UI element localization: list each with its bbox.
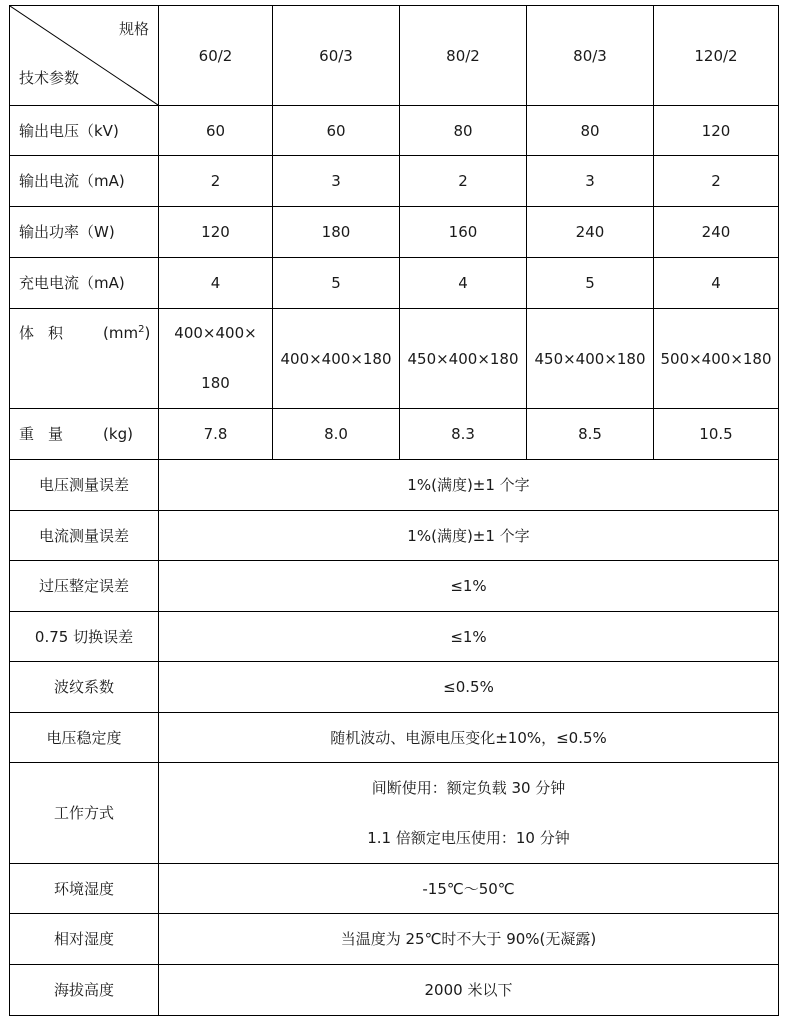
table-row-output-voltage: [10, 106, 779, 156]
corner-label-spec: 规格: [118, 20, 149, 38]
spec-value: ≤1%: [159, 612, 779, 662]
row-label: 相对湿度: [10, 914, 159, 965]
table-cell: 8.3: [400, 409, 527, 460]
table-cell: 8.0: [273, 409, 400, 460]
table-row-work-mode: [10, 763, 779, 864]
table-cell: 240: [654, 207, 779, 258]
table-cell: 4: [654, 258, 779, 309]
table-row-env: [10, 914, 779, 965]
table-row-weight: [10, 409, 779, 460]
spec-value: ≤0.5%: [159, 662, 779, 713]
row-label-volume: 体 积 $(mm^2)$: [10, 309, 159, 409]
table-cell: 180: [273, 207, 400, 258]
spec-value: 当温度为 25℃时不大于 90%(无凝露): [159, 914, 779, 965]
row-label: 工作方式: [10, 763, 159, 864]
table-cell: 10.5: [654, 409, 779, 460]
table-cell: 2: [400, 156, 527, 207]
model-header: 80/2: [400, 6, 527, 106]
table-row-spec: [10, 511, 779, 561]
row-label: 输出电压（kV): [10, 106, 159, 156]
table-cell: 5: [273, 258, 400, 309]
header-corner-cell: [10, 6, 159, 106]
row-label: 过压整定误差: [10, 561, 159, 612]
table-row-output-power: [10, 207, 779, 258]
table-cell: 120: [654, 106, 779, 156]
spec-value-work-mode: 间断使用：额定负载 30 分钟 1.1 倍额定电压使用：10 分钟: [159, 763, 779, 864]
table-row-spec: [10, 713, 779, 763]
spec-value: -15℃～50℃: [159, 864, 779, 914]
table-cell: 3: [527, 156, 654, 207]
table-cell: 2: [159, 156, 273, 207]
table-cell: 4: [400, 258, 527, 309]
spec-table: [9, 5, 779, 1016]
row-label: 输出电流（mA): [10, 156, 159, 207]
corner-label-params: 技术参数: [19, 69, 80, 87]
table-cell: 80: [400, 106, 527, 156]
table-row-spec: [10, 561, 779, 612]
model-header: 120/2: [654, 6, 779, 106]
table-cell: 450×400×180: [400, 309, 527, 409]
row-label: 电压稳定度: [10, 713, 159, 763]
table-cell: 2: [654, 156, 779, 207]
table-row-charge-current: [10, 258, 779, 309]
spec-value: 2000 米以下: [159, 965, 779, 1016]
spec-value: 1%(满度)±1 个字: [159, 460, 779, 511]
table-cell: 3: [273, 156, 400, 207]
table-cell: 160: [400, 207, 527, 258]
table-cell: 400×400×180: [273, 309, 400, 409]
table-row-env: [10, 965, 779, 1016]
row-label: 输出功率（W): [10, 207, 159, 258]
table-cell: 500×400×180: [654, 309, 779, 409]
header-row: [10, 6, 779, 106]
table-cell: 60: [273, 106, 400, 156]
row-label: 充电电流（mA): [10, 258, 159, 309]
table-cell: 450×400×180: [527, 309, 654, 409]
model-header: 60/3: [273, 6, 400, 106]
model-header: 80/3: [527, 6, 654, 106]
table-cell: 240: [527, 207, 654, 258]
row-label: 电流测量误差: [10, 511, 159, 561]
row-label: 电压测量误差: [10, 460, 159, 511]
spec-value: 随机波动、电源电压变化±10%，≤0.5%: [159, 713, 779, 763]
table-row-spec: [10, 662, 779, 713]
table-cell: 8.5: [527, 409, 654, 460]
table-row-spec: [10, 612, 779, 662]
table-cell-volume-wrapped: 400×400× 180: [159, 309, 273, 409]
spec-value: ≤1%: [159, 561, 779, 612]
row-label-weight: 重 量 (kg): [10, 409, 159, 460]
table-row-volume: [10, 309, 779, 409]
row-label: 环境湿度: [10, 864, 159, 914]
table-row-spec: [10, 460, 779, 511]
row-label: 波纹系数: [10, 662, 159, 713]
table-cell: 4: [159, 258, 273, 309]
table-cell: 80: [527, 106, 654, 156]
model-header: 60/2: [159, 6, 273, 106]
table-cell: 60: [159, 106, 273, 156]
row-label: 0.75 切换误差: [10, 612, 159, 662]
table-cell: 5: [527, 258, 654, 309]
table-row-env: [10, 864, 779, 914]
table-cell: 7.8: [159, 409, 273, 460]
table-row-output-current: [10, 156, 779, 207]
table-cell: 120: [159, 207, 273, 258]
row-label: 海拔高度: [10, 965, 159, 1016]
spec-value: 1%(满度)±1 个字: [159, 511, 779, 561]
